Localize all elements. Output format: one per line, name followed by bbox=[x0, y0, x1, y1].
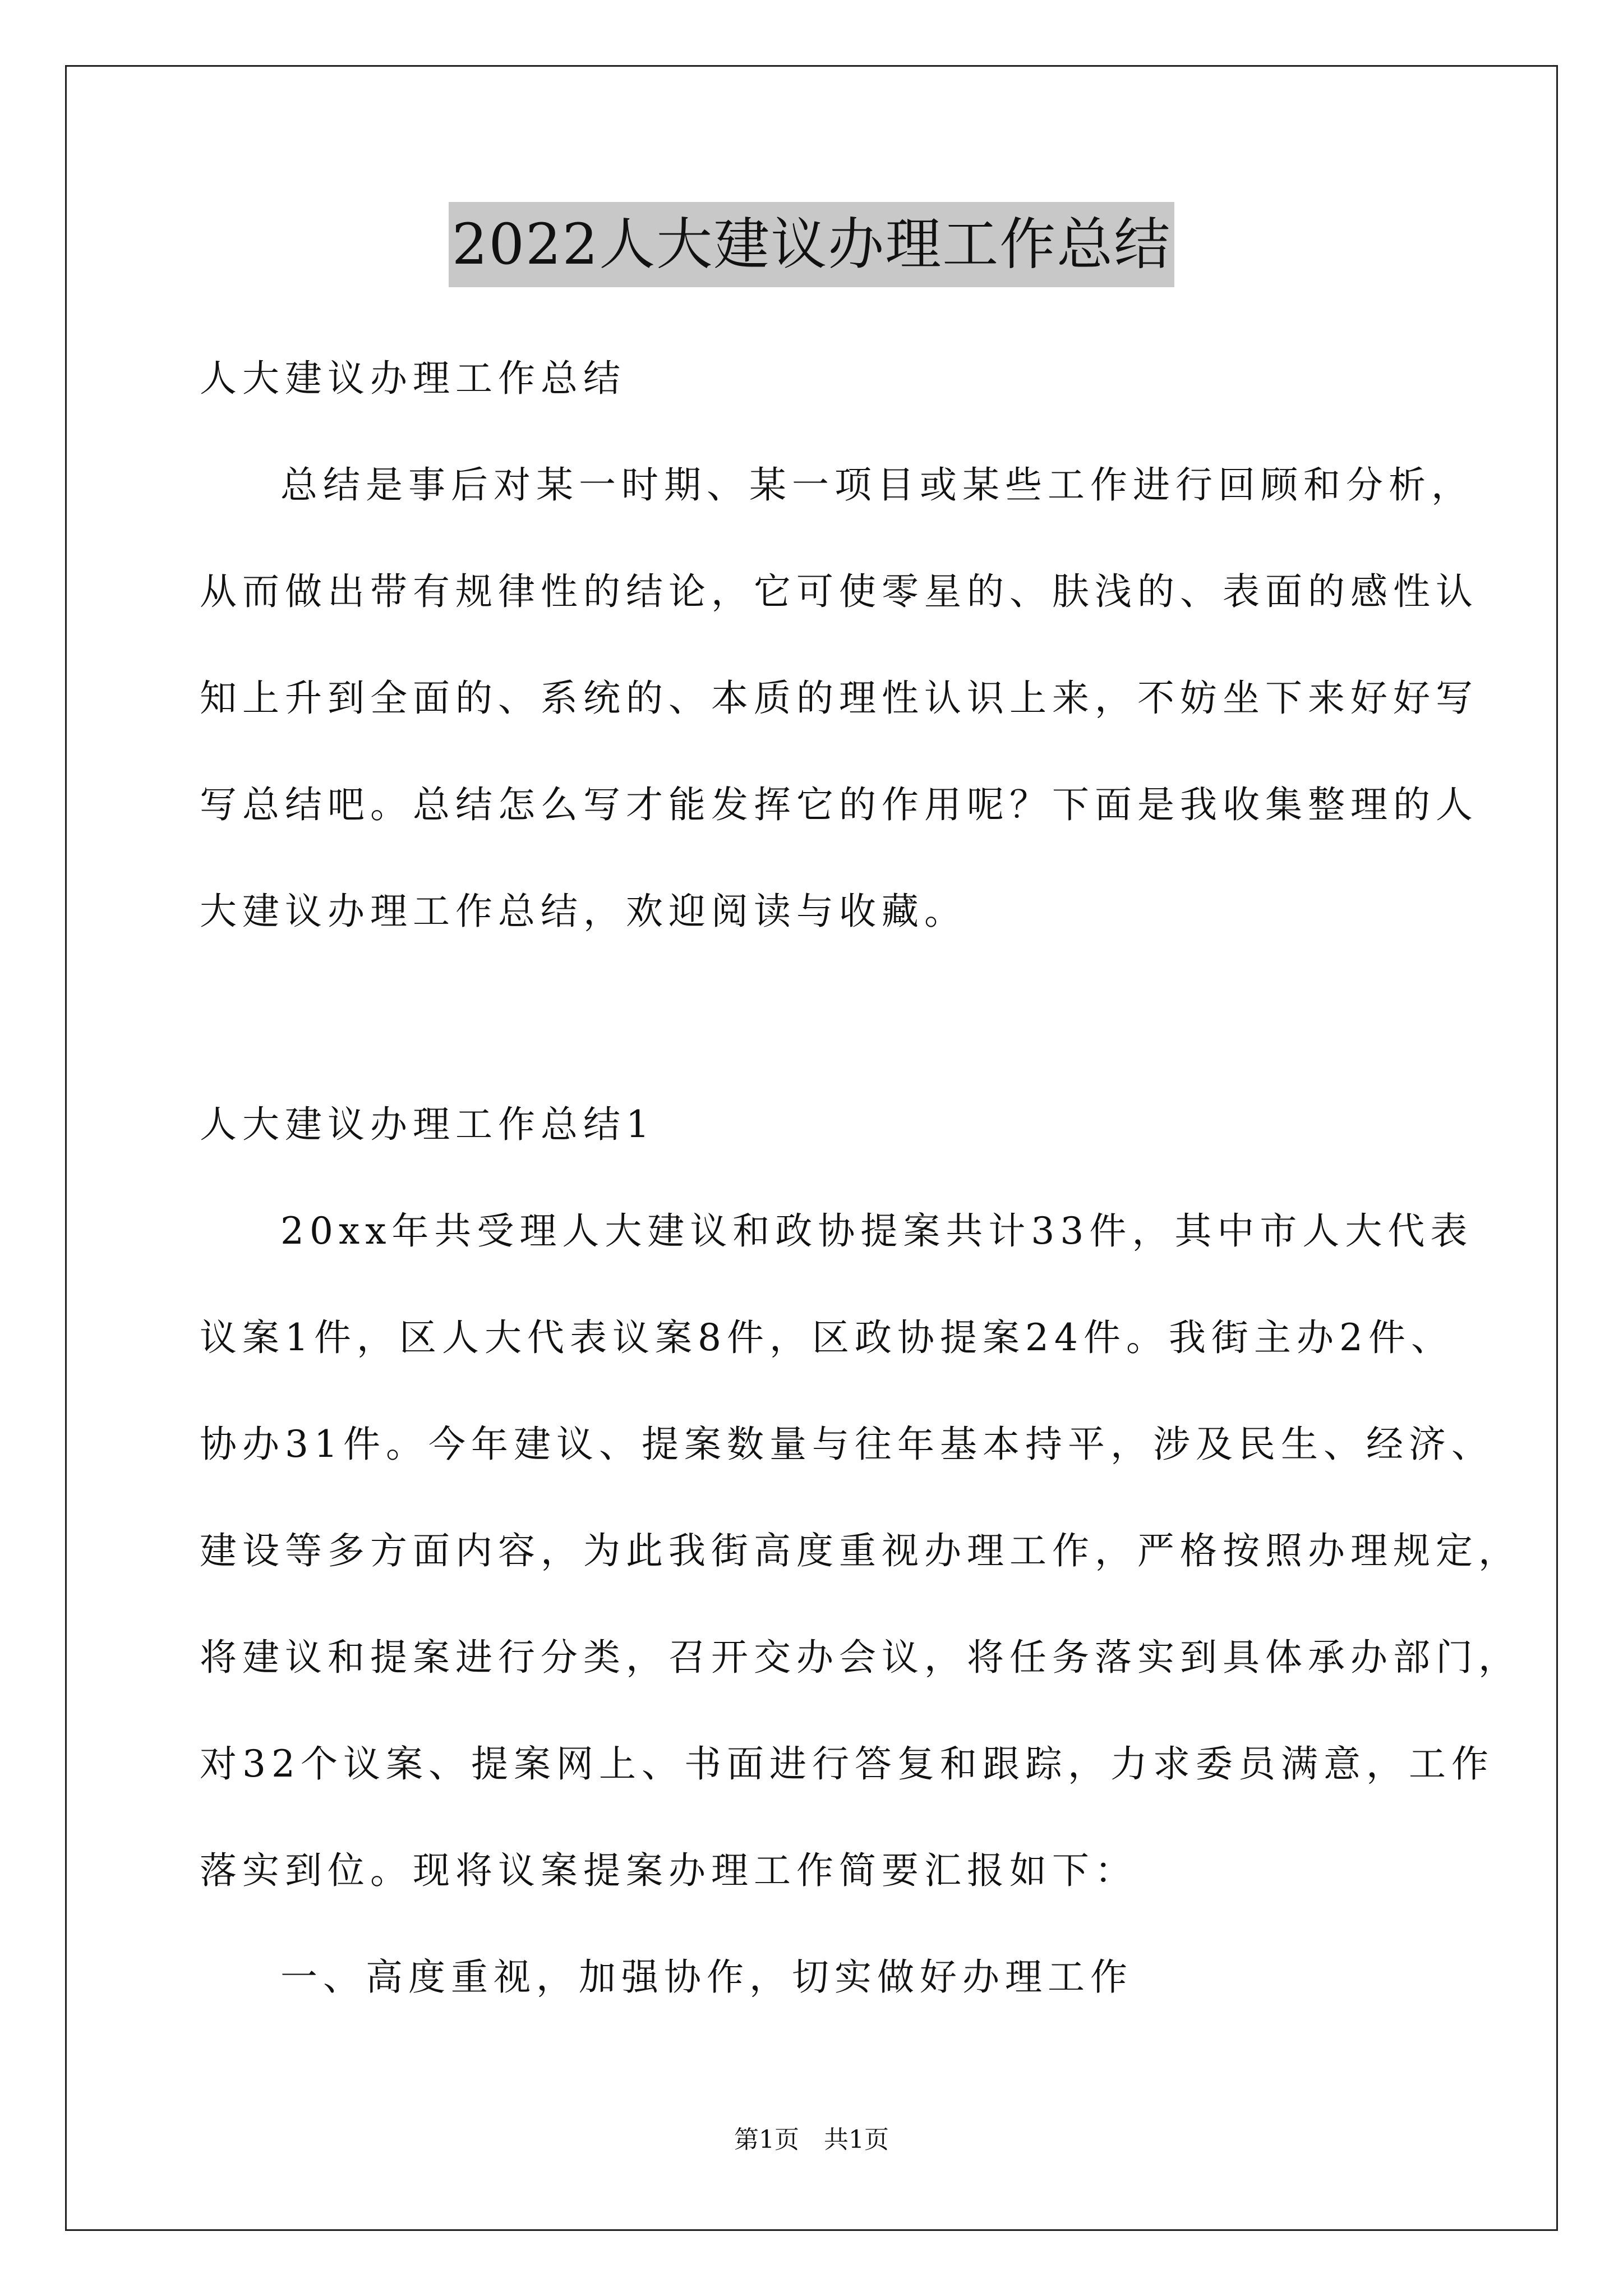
document-subtitle: 人大建议办理工作总结 bbox=[200, 357, 626, 400]
point-heading-1: 一、高度重视，加强协作，切实做好办理工作 bbox=[280, 1955, 1133, 1999]
section-body-line-4: 建设等多方面内容，为此我街高度重视办理工作，严格按照办理规定， bbox=[200, 1529, 1521, 1572]
intro-line-1: 总结是事后对某一时期、某一项目或某些工作进行回顾和分析， bbox=[280, 463, 1474, 507]
intro-line-4: 写总结吧。总结怎么写才能发挥它的作用呢？下面是我收集整理的人 bbox=[200, 783, 1478, 826]
section-body-line-2: 议案1件，区人大代表议案8件，区政协提案24件。我街主办2件、 bbox=[200, 1316, 1454, 1359]
section-body-line-3: 协办31件。今年建议、提案数量与往年基本持平，涉及民生、经济、 bbox=[200, 1423, 1494, 1466]
section-heading: 人大建议办理工作总结1 bbox=[200, 1103, 655, 1146]
intro-line-5: 大建议办理工作总结，欢迎阅读与收藏。 bbox=[200, 890, 967, 933]
title-container bbox=[0, 202, 1623, 287]
document-title: 2022人大建议办理工作总结 bbox=[449, 202, 1175, 287]
section-body-line-1: 20xx年共受理人大建议和政协提案共计33件，其中市人大代表 bbox=[280, 1209, 1473, 1253]
section-body-line-5: 将建议和提案进行分类，召开交办会议，将任务落实到具体承办部门， bbox=[200, 1636, 1521, 1679]
intro-line-2: 从而做出带有规律性的结论，它可使零星的、肤浅的、表面的感性认 bbox=[200, 570, 1478, 613]
section-body-line-7: 落实到位。现将议案提案办理工作简要汇报如下： bbox=[200, 1849, 1137, 1892]
page-footer: 第1页 共1页 bbox=[734, 2125, 889, 2154]
intro-line-3: 知上升到全面的、系统的、本质的理性认识上来，不妨坐下来好好写 bbox=[200, 677, 1478, 720]
section-body-line-6: 对32个议案、提案网上、书面进行答复和跟踪，力求委员满意，工作 bbox=[200, 1742, 1494, 1786]
